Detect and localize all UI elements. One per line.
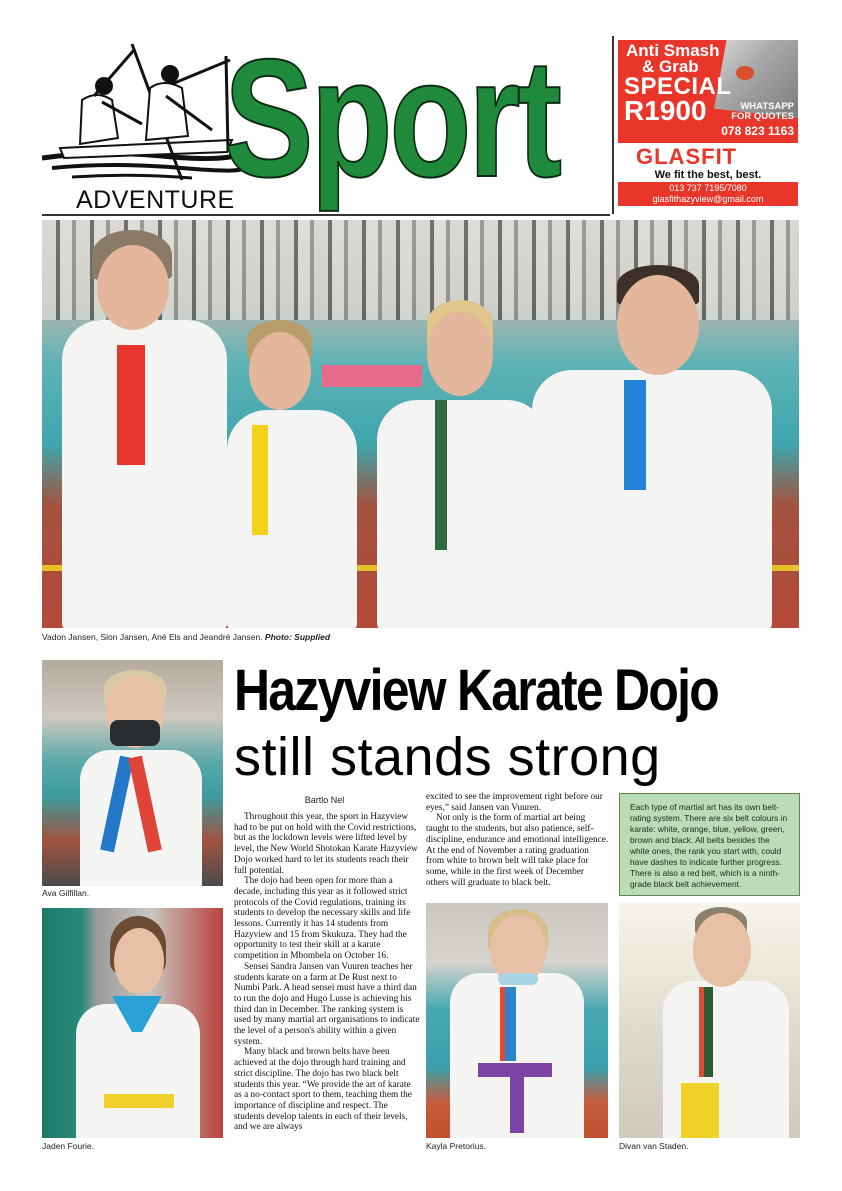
kid-2 xyxy=(227,410,357,628)
glasfit-logo xyxy=(636,144,737,170)
green-red-medal-ribbon xyxy=(435,400,447,550)
advert-contact xyxy=(618,182,798,206)
advert-headline-2: & Grab xyxy=(642,57,699,76)
kid-2-face xyxy=(249,332,311,410)
photo-caption-jaden: Jaden Fourie. xyxy=(42,1141,94,1151)
glasfit-advert[interactable] xyxy=(618,40,798,206)
yellow-belt xyxy=(104,1094,174,1108)
article-paragraph: excited to see the improvement right before our eyes,” said Jansen van Vuuren. xyxy=(426,792,603,813)
masthead xyxy=(42,24,610,214)
photo-divan-van-staden xyxy=(619,903,800,1138)
pink-mat xyxy=(322,365,422,387)
advert-cta-2: FOR QUOTES xyxy=(731,111,794,122)
yellow-belt xyxy=(681,1083,719,1138)
photo-caption-divan: Divan van Staden. xyxy=(619,1141,689,1151)
advert-tagline: We fit the best, best. xyxy=(654,169,762,181)
advert-cta-1: WHATSAPP xyxy=(740,101,794,112)
article-paragraph: Not only is the form of martial art being taught to the students, but also patience, self-discipline, endurance and emotional intelligence. At the end of November a rating graduation from white to brown belt will take place for some, while in the first week of December others will graduate to black belt. xyxy=(426,813,609,888)
caption-credit: Photo: Supplied xyxy=(264,632,331,642)
brand-fit: FIT xyxy=(701,144,738,169)
red-medal-ribbon xyxy=(117,345,145,465)
advert-phone: 013 737 7195/7080 xyxy=(669,183,747,193)
purple-belt-tail xyxy=(510,1073,524,1133)
advert-whatsapp-number: 078 823 1163 xyxy=(721,124,794,138)
face xyxy=(114,928,164,994)
kid-1-face xyxy=(97,245,169,330)
article-headline: Hazyview Karate Dojo xyxy=(234,658,718,723)
section-title: Sport xyxy=(224,24,559,212)
blue-red-medal-ribbon xyxy=(500,987,516,1061)
kid-3-face xyxy=(427,312,493,396)
byline: Bartlo Nel xyxy=(304,795,345,805)
caption-names: Vadon Jansen, Sion Jansen, Ané Els and Jeandré Jansen. xyxy=(42,632,263,642)
article-column-1 xyxy=(234,812,420,1154)
photo-caption-kayla: Kayla Pretorius. xyxy=(426,1141,486,1151)
face-mask xyxy=(498,973,538,985)
photo-jaden-fourie xyxy=(42,908,223,1138)
masthead-divider xyxy=(42,214,610,216)
advert-headline-1: Anti Smash xyxy=(626,41,720,60)
photo-caption-ava: Ava Gilfillan. xyxy=(42,888,90,898)
photo-ava-gilfillan xyxy=(42,660,223,886)
article-paragraph: Many black and brown belts have been achieved at the dojo through hard training and strict discipline. The dojo has two black belt students this year. “We provide the art of karate as a no-contact sport to them, teaching them the importance of discipline and respect. The students develop talents in each of their levels, and we are always xyxy=(234,1047,412,1133)
blue-medal-ribbon xyxy=(624,380,646,490)
kid-4-face xyxy=(617,275,699,375)
main-photo-karate-kids xyxy=(42,220,799,628)
article-column-2 xyxy=(426,792,609,900)
advert-email[interactable]: glasfithazyview@gmail.com xyxy=(652,194,764,204)
glove-icon xyxy=(736,66,754,80)
main-photo-caption xyxy=(42,632,330,642)
canoe-paddlers-icon xyxy=(42,40,242,190)
advert-price: R1900 xyxy=(624,95,707,126)
kid-4 xyxy=(532,370,772,628)
belt-rating-factbox: Each type of martial art has its own belt-rating system. There are six belt colours in karate: white, orange, blue, yellow, green, brown and black. All belts besides the white ones, the rank you start with, could have dashes to indicate further progress. There is also a red belt, which is a ninth-grade black belt achievement. xyxy=(619,793,800,896)
article-paragraph: Sensei Sandra Jansen van Vuuren teaches her students karate on a farm at De Rust next to Numbi Park. A head sensei must have a third dan to run the dojo and Hugo Lusse is achieving his third dan in December. The ranking system is used by many martial art organisations to indicate the level of a person's ability within a given system. xyxy=(234,961,420,1047)
photo-kayla-pretorius xyxy=(426,903,608,1138)
brand-glas: GLAS xyxy=(636,144,702,169)
advert-special: SPECIAL xyxy=(624,73,732,100)
article-paragraph: Throughout this year, the sport in Hazyview had to be put on hold with the Covid restrictions, but as the lockdown levels were lifted level by level, the New World Shotokan Karate Hazyview Dojo worked hard to let its students reach their full potential. xyxy=(234,812,418,876)
kid-3 xyxy=(377,400,547,628)
article-subheadline: still stands strong xyxy=(234,727,661,787)
section-subtitle: ADVENTURE xyxy=(76,186,235,214)
face-mask xyxy=(110,720,160,746)
face xyxy=(693,913,751,987)
article-paragraph: The dojo had been open for more than a decade, including this year as it followed strict protocols of the Covid regulations, training its students to develop the necessary skills and life lessons. Currently it has 14 students from Hazyview and 15 from Skukuza. They had the opportunity to test their skill at a karate competition in Mbombela on October 16. xyxy=(234,876,411,962)
masthead-vertical-divider xyxy=(612,36,614,214)
green-red-medal-ribbon xyxy=(699,987,713,1077)
yellow-medal-ribbon xyxy=(252,425,268,535)
